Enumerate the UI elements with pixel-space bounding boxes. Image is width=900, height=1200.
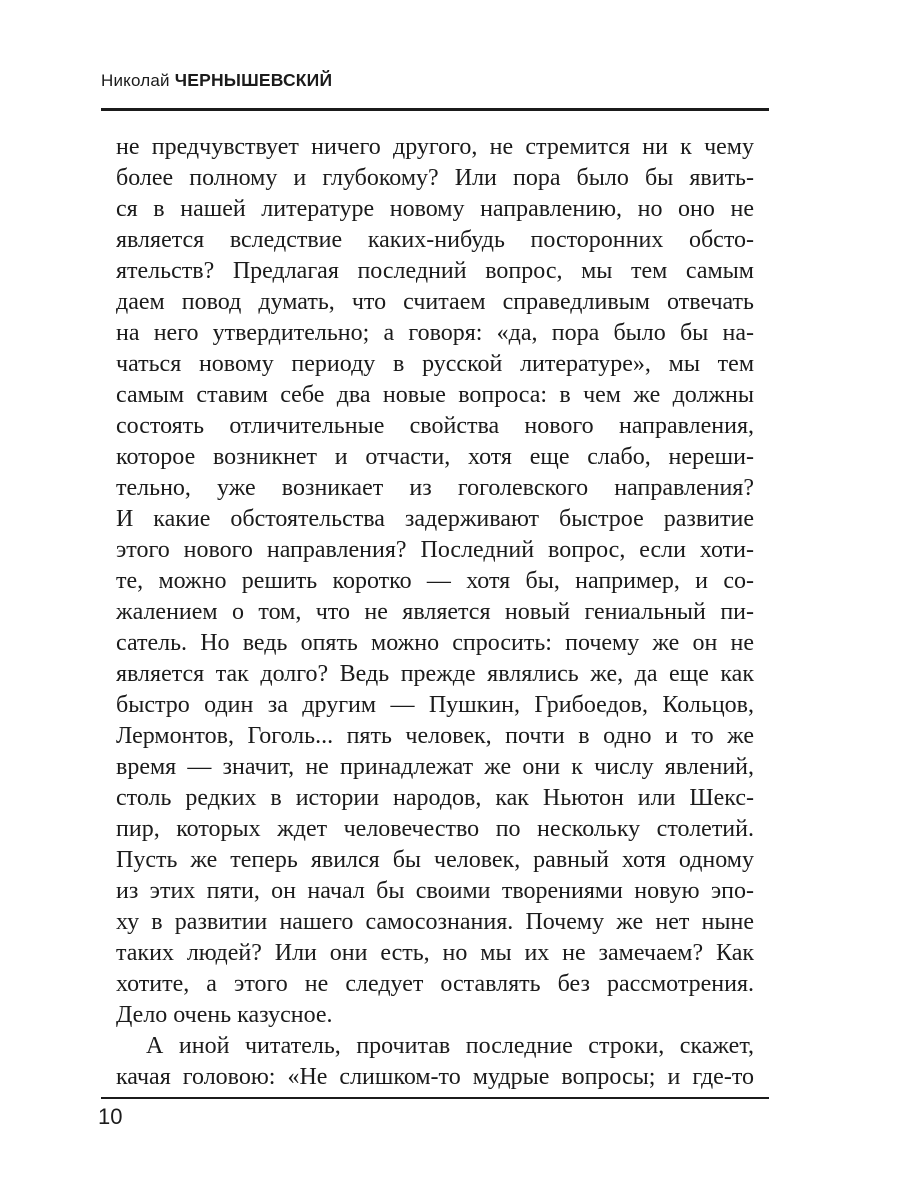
text-line: которое возникнет и отчасти, хотя еще слабо, нереши- [116,444,754,470]
text-line: И какие обстоятельства задерживают быстрое развитие [116,506,754,532]
text-line: качая головою: «Не слишком-то мудрые вопросы; и где-то [116,1064,754,1090]
author-first-name: Николай [101,71,170,90]
text-line: ся в нашей литературе новому направлению, но оно не [116,196,754,222]
text-line: более полному и глубокому? Или пора было бы явить- [116,165,754,191]
text-line: этого нового направления? Последний вопрос, если хоти- [116,537,754,563]
text-line: даем повод думать, что считаем справедливым отвечать [116,289,754,315]
header-rule [101,108,769,111]
text-line: те, можно решить коротко — хотя бы, например, и со- [116,568,754,594]
text-line: не предчувствует ничего другого, не стремится ни к чему [116,134,754,160]
text-line: быстро один за другим — Пушкин, Грибоедов, Кольцов, [116,692,754,718]
paragraph-end-line: Дело очень казусное. [116,1002,333,1028]
text-line: является так долго? Ведь прежде являлись же, да еще как [116,661,754,687]
text-line: столь редких в истории народов, как Ньютон или Шекс- [116,785,754,811]
text-line: сатель. Но ведь опять можно спросить: почему же он не [116,630,754,656]
text-line: время — значит, не принадлежат же они к числу явлений, [116,754,754,780]
text-line: на него утвердительно; а говоря: «да, пора было бы на- [116,320,754,346]
page-number: 10 [98,1104,123,1129]
text-line: Лермонтов, Гоголь... пять человек, почти в одно и то же [116,723,754,749]
text-line: является вследствие каких-нибудь посторонних обсто- [116,227,754,253]
footer-rule [101,1097,769,1099]
text-line: хотите, а этого не следует оставлять без рассмотрения. [116,971,754,997]
text-line: тельно, уже возникает из гоголевского направления? [116,475,754,501]
text-line: таких людей? Или они есть, но мы их не замечаем? Как [116,940,754,966]
running-head [101,70,332,91]
text-line: жалением о том, что не является новый гениальный пи- [116,599,754,625]
text-line: Пусть же теперь явился бы человек, равный хотя одному [116,847,754,873]
paragraph-start-line: А иной читатель, прочитав последние строки, скажет, [146,1033,754,1059]
text-line: ятельств? Предлагая последний вопрос, мы тем самым [116,258,754,284]
body-text [116,132,754,1093]
text-line: самым ставим себе два новые вопроса: в чем же должны [116,382,754,408]
text-line: пир, которых ждет человечество по нескольку столетий. [116,816,754,842]
author-surname: ЧЕРНЫШЕВСКИЙ [174,70,333,90]
text-line: состоять отличительные свойства нового направления, [116,413,754,439]
text-line: чаться новому периоду в русской литературе», мы тем [116,351,754,377]
text-line: ху в развитии нашего самосознания. Почему же нет ныне [116,909,754,935]
text-line: из этих пяти, он начал бы своими творениями новую эпо- [116,878,754,904]
